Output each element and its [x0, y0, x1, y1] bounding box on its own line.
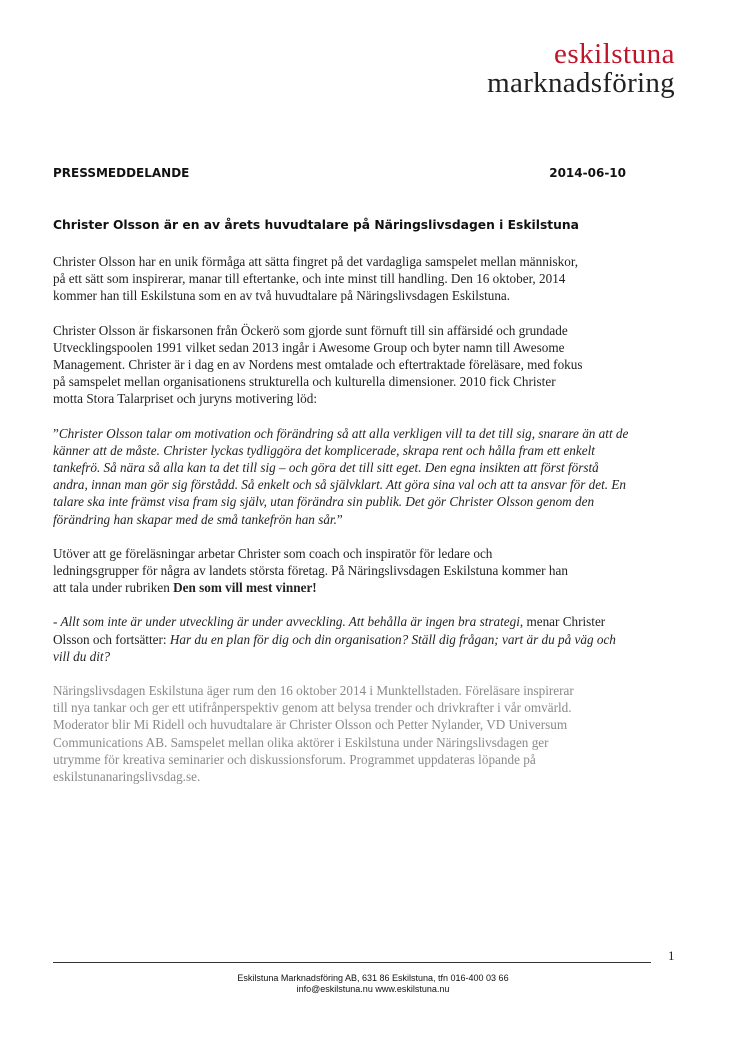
text-segment: att tala under rubriken: [53, 580, 174, 596]
text-line: Utvecklingspoolen 1991 vilket sedan 2013 ingår i Awesome Group och byter namn till Awesome: [53, 339, 565, 355]
footer-address: Eskilstuna Marknadsföring AB, 631 86 Eskilstuna, tfn 016-400 03 66: [237, 973, 509, 983]
text-line: motta Stora Talarpriset och juryns motivering löd:: [53, 391, 318, 407]
text-line: Utöver att ge föreläsningar arbetar Christer som coach och inspiratör för ledare och: [53, 545, 493, 561]
close-quote-mark: ”: [336, 511, 343, 527]
text-line: [53, 579, 693, 596]
paragraph-speaker-quote: [53, 613, 693, 665]
press-release-header: [53, 166, 626, 180]
quote-text: talare ska inte främst visa fram sig själv, utan förändra sin publik. Det gör Christer Olsson genom den: [53, 494, 595, 510]
speaker-quote-text: - Allt som inte är under utveckling är under avveckling. Att behålla är ingen bra strategi: [53, 614, 520, 630]
quote-text: Christer Olsson talar om motivation och förändring så att alla verkligen vill ta det till sig, snarare än att de: [58, 425, 629, 441]
paragraph-coaching: [53, 545, 693, 597]
text-line: Christer Olsson har en unik förmåga att sätta fingret på det vardagliga samspelet mellan människor,: [53, 254, 578, 269]
text-line: [53, 425, 693, 442]
text-line: på ett sätt som inspirerar, manar till eftertanke, och inte minst till handling. Den 16 oktober, 2014: [53, 271, 566, 287]
text-segment: , menar Christer: [519, 614, 606, 630]
text-line: Näringslivsdagen Eskilstuna äger rum den 16 oktober 2014 i Munktellstaden. Föreläsare inspirerar: [53, 683, 574, 699]
headline: Christer Olsson är en av årets huvudtalare på Näringslivsdagen i Eskilstuna: [53, 218, 579, 232]
text-line: Christer Olsson är fiskarsonen från Öckerö som gjorde sunt förnuft till sin affärsidé och grundade: [53, 322, 568, 338]
logo-line-eskilstuna: eskilstuna: [554, 38, 675, 70]
footer-divider: [53, 962, 651, 963]
text-line: på samspelet mellan organisationens strukturella och kulturella dimensioner. 2010 fick Christer: [53, 374, 556, 390]
text-segment: Olsson och fortsätter:: [53, 631, 170, 647]
speaker-quote-text: Har du en plan för dig och din organisation? Ställ dig frågan; vart är du på väg och: [169, 631, 616, 647]
footer: [0, 973, 746, 995]
text-line: [53, 511, 693, 528]
text-line: Moderator blir Mi Ridell och huvudtalare är Christer Olsson och Petter Nylander, VD Universum: [53, 717, 568, 733]
text-line: [53, 631, 693, 648]
release-date: 2014-06-10: [549, 166, 626, 180]
footer-contact: info@eskilstuna.nu www.eskilstuna.nu: [296, 984, 450, 994]
text-line: kommer han till Eskilstuna som en av två huvudtalare på Näringslivsdagen Eskilstuna.: [53, 288, 511, 304]
talk-title: Den som vill mest vinner!: [173, 580, 317, 596]
document-type-label: PRESSMEDDELANDE: [53, 166, 190, 180]
paragraph-intro: [53, 253, 693, 305]
document-body: [53, 253, 693, 802]
page-number: 1: [668, 948, 675, 963]
text-line: Management. Christer är i dag en av Nordens mest omtalade och eftertraktade föreläsare, med fokus: [53, 357, 583, 373]
open-quote-mark: ”: [53, 425, 59, 441]
logo-line-marknadsforing: marknadsföring: [487, 67, 675, 99]
paragraph-background: [53, 322, 693, 408]
text-line: eskilstunanaringslivsdag.se.: [53, 769, 201, 785]
company-logo: [487, 40, 675, 98]
quote-text: känner att de måste. Christer lyckas tydliggöra det komplicerade, skrapa rent och hålla fram ett enkelt: [53, 442, 595, 458]
text-line: ledningsgrupper för några av landets största företag. På Näringslivsdagen Eskilstuna kommer han: [53, 563, 568, 579]
text-line: Communications AB. Samspelet mellan olika aktörer i Eskilstuna under Näringslivsdagen ger: [53, 734, 549, 750]
paragraph-event-info: [53, 682, 693, 785]
quote-text: förändring han skapar med de små tankefrön han sår.: [53, 511, 337, 527]
paragraph-jury-quote: [53, 425, 693, 528]
quote-text: andra, innan man gör sig förstådd. Så enkelt och så självklart. Att göra sina val och att ta ansvar för det. En: [53, 477, 627, 493]
quote-text: tankefrö. Så nära så alla kan ta det till sig – och göra det till sitt eget. Den egna insikten att först förstå: [53, 460, 599, 476]
text-line: utrymme för kreativa seminarier och diskussionsforum. Programmet uppdateras löpande på: [53, 751, 536, 767]
text-line: [53, 613, 693, 630]
text-line: till nya tankar och ger ett utifrånperspektiv genom att belysa trender och drivkrafter i vår omvärld.: [53, 700, 572, 716]
speaker-quote-text: vill du dit?: [53, 648, 111, 664]
